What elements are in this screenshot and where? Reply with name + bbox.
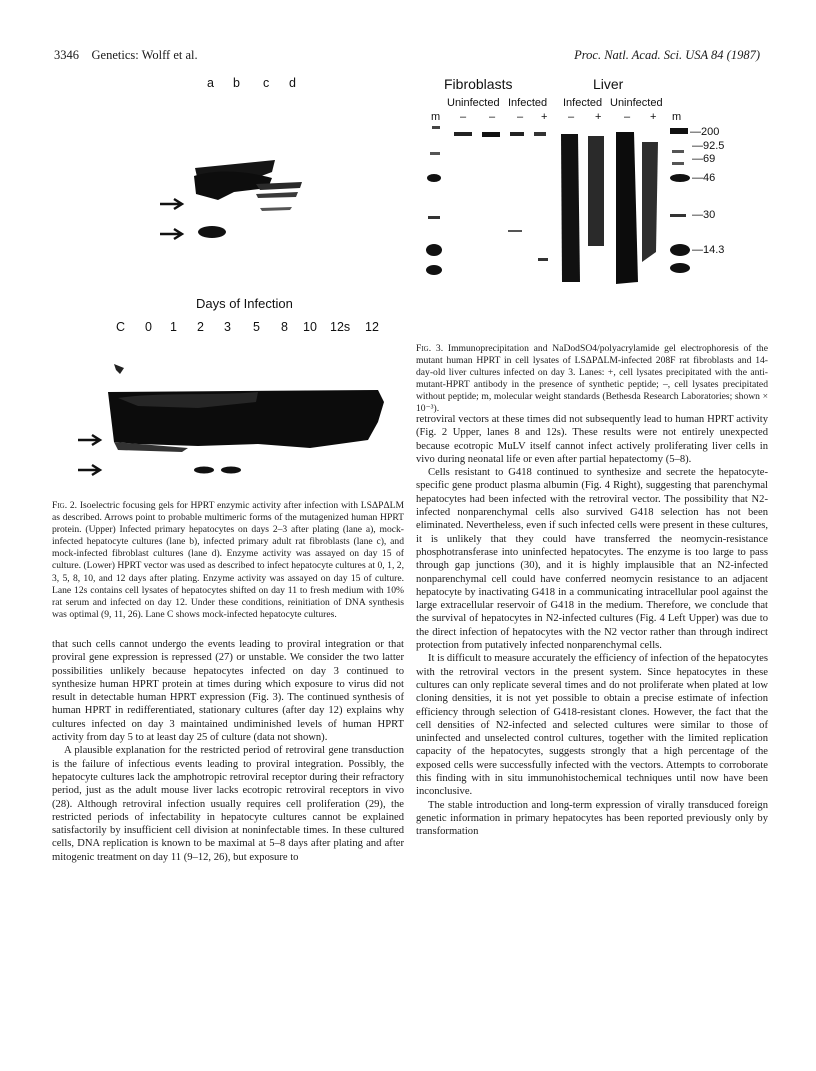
fig2-lane-2: 2 [197, 320, 204, 334]
fig2-lane-d: d [289, 76, 296, 90]
fig2-lane-1: 1 [170, 320, 177, 334]
fig3-mw-69: —69 [692, 153, 716, 165]
fig3-mw-200: —200 [690, 126, 720, 138]
fig3-caption-text: Immunoprecipitation and NaDodSO4/polyacrylamide gel electrophoresis of the mutant human HPRT in cell lysates of LSΔPΔLM-infected 208F rat fibroblasts and 14-day-old liver cultures infected on day 3. Lanes: +, cell lysates precipitated with the anti-mutant-HPRT antibody in the presence of synthetic peptide; –, cell lysates precipitated without peptide; m, molecular weight standards (Bethesda Research Laboratories; shown × 10⁻³). [416, 343, 768, 415]
fig2-lane-0: 0 [145, 320, 152, 334]
fig2-lane-5: 5 [253, 320, 260, 334]
fig3-lane-sign-3: – [489, 111, 496, 123]
fig2-lane-12: 12 [365, 320, 379, 334]
fig2-caption [52, 500, 404, 621]
body-right-column [416, 413, 768, 839]
body-right-paragraph-3: It is difficult to measure accurately the efficiency of infection of the hepatocytes with the retroviral vectors in the present system. Since hepatocytes in these cultures can only replicate several times and do not proliferate when plated at low cloning densities, it is not yet possible to obtain a precise estimate of infection efficiency through selection of G418-resistant clones. However, the fact that the cell densities of N2-infected and selected cultures were similar to those of uninfected and unselected control cultures, together with the limited replication capacity of the hepatocytes, suggests strongly that a high percentage of the exposed cells were successfully infected with the vectors. Attempts to corroborate this finding with in situ immunohistochemical techniques until now have been inconclusive. [416, 653, 768, 798]
body-left-paragraph-2: A plausible explanation for the restricted period of retroviral gene transduction is the failure of infectious events leading to proviral integration. Possibly, the hepatocyte cultures lack the amphotropic retroviral receptor during their refractory period, just as the adult mouse liver lacks ecotropic retroviral receptors in vivo (28). Although retroviral infection usually requires cell proliferation (29), the restricted periods of infectability in hepatocyte cultures cannot be explained satisfactorily by insufficient cell division at noninfectable times. In these cultured cells, DNA replication is known to be maximal at 5–8 days after plating and after mitogenic treatment on day 11 (9–12, 26), but exposure to [52, 745, 404, 863]
fig2-lane-10: 10 [303, 320, 317, 334]
page-number: 3346 [54, 48, 79, 62]
fig3-lane-sign-1: m [431, 111, 441, 123]
running-header-left [54, 48, 198, 63]
fig3-lane-sign-5: + [541, 111, 548, 123]
body-right-paragraph-1: retroviral vectors at these times did not subsequently lead to human HPRT activity (Fig. 2 Upper, lanes 8 and 12s). These results were not entirely unexpected because ecotropic MuLV itself cannot infect actively proliferating liver cells in vivo during neonatal life or even after partial hepatectomy (5–8). [416, 414, 768, 465]
journal-citation: Proc. Natl. Acad. Sci. USA 84 (1987) [574, 48, 760, 62]
body-left-column [52, 638, 404, 864]
fig3-caption-label: Fig. 3. [416, 343, 444, 354]
body-right-paragraph-4: The stable introduction and long-term expression of virally transduced foreign genetic information in primary hepatocytes has been reported previously only by transformation [416, 799, 768, 838]
fig3-uninfected-liver: Uninfected [610, 97, 663, 109]
fig3-lane-sign-2: – [460, 111, 467, 123]
body-right-paragraph-2: Cells resistant to G418 continued to synthesize and secrete the hepatocyte-specific gene product plasma albumin (Fig. 4 Right), suggesting that parenchymal hepatocytes had been infected with the retroviral vector. The possibility that N2-infected nonparenchymal cells also survived G418 selection has not been eliminated. Nevertheless, even if such infected cells were present in these cultures, it is unlikely that they could have transferred the neomycin-resistance phosphotransferase into uninfected hepatocytes. The enzyme is too large to pass through gap junctions (30), and it is highly implausible that an N2-infected nonparenchymal cell could have conferred neomycin resistance to an adjacent hepatocyte by inactivating G418 in a communicating intracellular pool against the large extracellular reservoir of G418 in the medium. Therefore, we conclude that the survival of hepatocytes in N2-infected cultures (Fig. 4 Left Upper) was due to the direct infection of hepatocytes with the N2 vector rather than through indirect protection from putatively infected nonparenchymal cells. [416, 467, 768, 652]
fig3-mw-92: —92.5 [692, 140, 725, 152]
fig3-lane-sign-10: m [672, 111, 682, 123]
fig3-gel-image [420, 122, 700, 292]
fig3-infected-liver: Infected [563, 97, 603, 109]
fig3-lane-sign-9: + [650, 111, 657, 123]
fig2-lane-C: C [116, 320, 126, 334]
fig3-lane-sign-4: – [517, 111, 524, 123]
fig2-lane-a: a [207, 76, 214, 90]
body-left-paragraph-1: that such cells cannot undergo the events leading to proviral integration or that proviral gene expression is repressed (27) or unstable. We consider the two latter possibilities unlikely because hepatocytes infected on day 3 continued to synthesize human HPRT protein at times during which exposure to virus did not result in detectable human HPRT expression (Fig. 3). The continued synthesis of human HPRT in redifferentiated, stationary cultures (after day 12) explains why cultures infected on day 3 maintained undiminished levels of human HPRT activity from day 5 to at least day 25 of culture (data not shown). [52, 639, 404, 744]
fig3-uninfected-fibroblasts: Uninfected [447, 97, 500, 109]
fig3-mw-46: —46 [692, 172, 716, 184]
fig3-lane-sign-8: – [624, 111, 631, 123]
fig3-group-fibroblasts: Fibroblasts [444, 76, 513, 92]
fig2-lane-c: c [263, 76, 270, 90]
fig3-mw-30: —30 [692, 209, 716, 221]
fig2-lower-gel-image [78, 362, 418, 487]
section-label: Genetics: Wolff et al. [91, 48, 198, 62]
fig3-infected-fibroblasts: Infected [508, 97, 548, 109]
fig2-lane-b: b [233, 76, 240, 90]
fig3-lane-sign-6: – [568, 111, 575, 123]
fig2-lane-12s: 12s [330, 320, 351, 334]
fig2-lane-8: 8 [281, 320, 288, 334]
fig3-lane-sign-7: + [595, 111, 602, 123]
fig3-mw-14: —14.3 [692, 244, 725, 256]
fig2-caption-label: Fig. 2. [52, 500, 78, 511]
fig2-lower-title: Days of Infection [196, 296, 293, 311]
fig3-caption [416, 343, 768, 416]
fig2-lane-3: 3 [224, 320, 231, 334]
fig2-upper-gel-image [160, 150, 330, 250]
fig3-group-liver: Liver [593, 76, 624, 92]
fig2-caption-text: Isoelectric focusing gels for HPRT enzymic activity after infection with LSΔPΔLM as described. Arrows point to probable multimeric forms of the mutagenized human HPRT protein. (Upper) Infected primary hepatocytes on days 2–3 after plating (lane a), mock-infected hepatocyte cultures (lane b), infected primary adult rat fibroblasts (lane c), and mock-infected fibroblast cultures (lane d). Enzyme activity was assayed on day 15 of culture. (Lower) HPRT vector was used as described to infect hepatocyte cultures at 0, 1, 2, 3, 5, 8, 10, and 12 days after plating. Enzyme activity was assayed on day 15 of culture. Lane 12s contains cell lysates of hepatocytes shifted on day 11 to fresh medium with 10% rat serum and infected on day 12. Under these conditions, reinitiation of DNA synthesis was optimal (9, 11, 26). Lane C shows mock-infected hepatocyte cultures. [52, 500, 405, 620]
